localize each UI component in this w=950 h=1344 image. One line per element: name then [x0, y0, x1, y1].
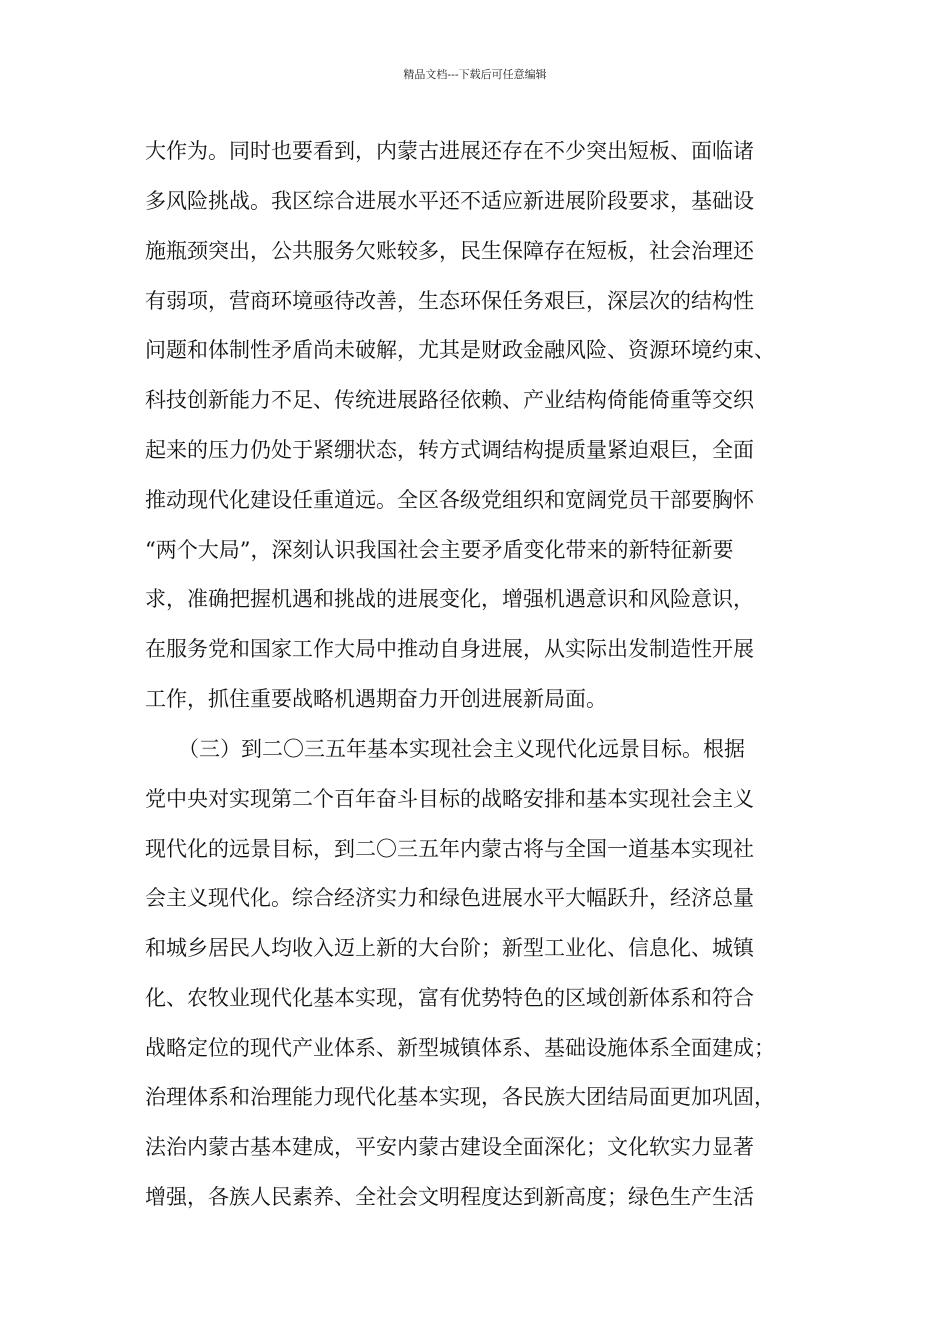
text-line: 问题和体制性矛盾尚未破解，尤其是财政金融风险、资源环境约束、	[145, 338, 775, 362]
text-line: 大作为。同时也要看到，内蒙古进展还存在不少突出短板、面临诸	[145, 139, 754, 163]
text-line: 党中央对实现第二个百年奋斗目标的战略安排和基本实现社会主义	[145, 787, 754, 811]
text-line: “两个大局”，深刻认识我国社会主要矛盾变化带来的新特征新要	[145, 538, 734, 562]
text-line: 现代化的远景目标，到二〇三五年内蒙古将与全国一道基本实现社	[145, 837, 754, 861]
section-heading-line: （三）到二〇三五年基本实现社会主义现代化远景目标。根据	[178, 737, 745, 761]
text-line: 增强，各族人民素养、全社会文明程度达到新高度；绿色生产生活	[145, 1185, 754, 1209]
text-line: 求，准确把握机遇和挑战的进展变化，增强机遇意识和风险意识，	[145, 587, 754, 611]
text-line: 和城乡居民人均收入迈上新的大台阶；新型工业化、信息化、城镇	[145, 936, 754, 960]
text-line: 起来的压力仍处于紧绷状态，转方式调结构提质量紧迫艰巨，全面	[145, 438, 754, 462]
text-line: 法治内蒙古基本建成，平安内蒙古建设全面深化；文化软实力显著	[145, 1135, 754, 1159]
page-header: 精品文档---下载后可任意编辑	[403, 68, 547, 81]
text-line: 推动现代化建设任重道远。全区各级党组织和宽阔党员干部要胸怀	[145, 488, 754, 512]
text-line: 治理体系和治理能力现代化基本实现，各民族大团结局面更加巩固，	[145, 1085, 775, 1109]
text-line: 工作，抓住重要战略机遇期奋力开创进展新局面。	[145, 687, 607, 711]
text-line: 化、农牧业现代化基本实现，富有优势特色的区域创新体系和符合	[145, 986, 754, 1010]
text-line: 会主义现代化。综合经济实力和绿色进展水平大幅跃升，经济总量	[145, 886, 754, 910]
text-line: 有弱项，营商环境亟待改善，生态环保任务艰巨，深层次的结构性	[145, 289, 754, 313]
text-line: 战略定位的现代产业体系、新型城镇体系、基础设施体系全面建成；	[145, 1036, 775, 1060]
text-line: 在服务党和国家工作大局中推动自身进展，从实际出发制造性开展	[145, 637, 754, 661]
text-line: 多风险挑战。我区综合进展水平还不适应新进展阶段要求，基础设	[145, 189, 754, 213]
text-line: 科技创新能力不足、传统进展路径依赖、产业结构倚能倚重等交织	[145, 388, 754, 412]
text-line: 施瓶颈突出，公共服务欠账较多，民生保障存在短板，社会治理还	[145, 239, 754, 263]
